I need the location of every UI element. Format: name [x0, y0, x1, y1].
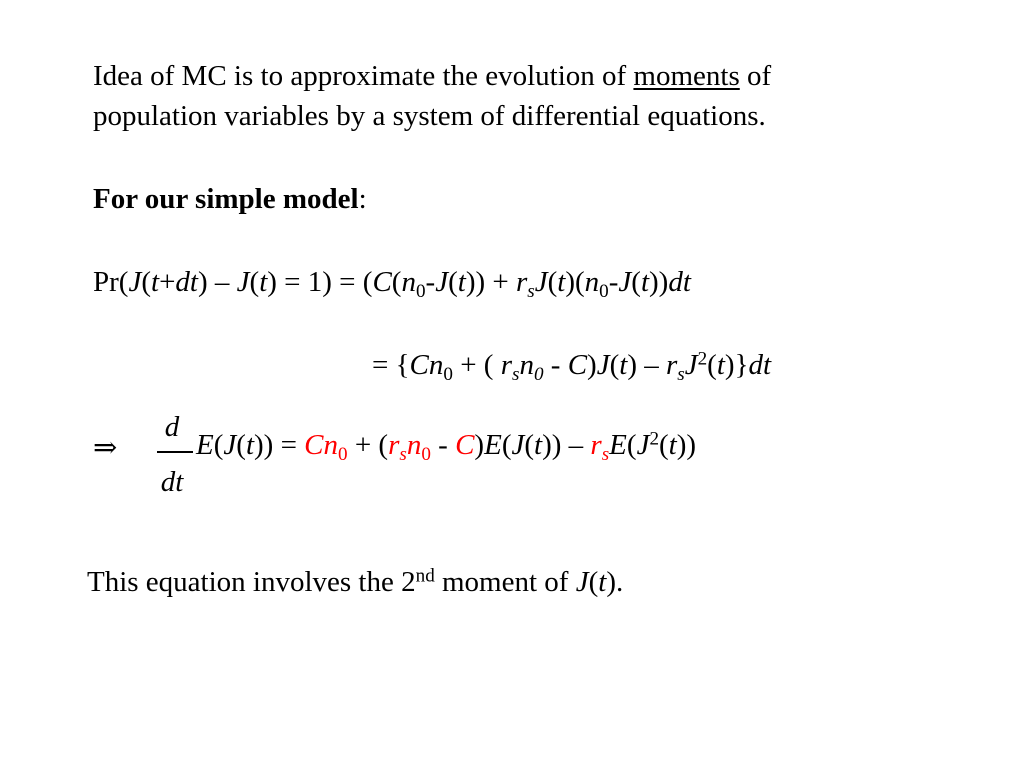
math-token: s	[399, 444, 407, 466]
math-token: s	[512, 364, 520, 386]
math-token: 0	[443, 364, 453, 386]
math-token: J	[511, 429, 525, 461]
math-token: nd	[415, 565, 435, 587]
math-token: dt	[668, 266, 691, 298]
conclusion-text	[87, 565, 624, 598]
math-token: dt	[175, 266, 198, 298]
math-token: t	[668, 429, 677, 461]
math-token: t	[151, 266, 160, 298]
math-token: J	[618, 266, 632, 298]
math-token: (	[631, 266, 641, 298]
math-token: n	[323, 429, 339, 461]
math-token: (	[141, 266, 151, 298]
math-token: (	[249, 266, 260, 298]
math-token: t	[598, 566, 607, 598]
equation-3	[196, 428, 697, 466]
intro-text-1: Idea of MC is to approximate the evolution of	[93, 60, 634, 92]
math-token: 0	[599, 281, 609, 303]
math-token: = {	[372, 349, 410, 381]
math-token: s	[601, 444, 610, 466]
fraction-denominator: dt	[160, 466, 184, 498]
math-token: J	[575, 566, 589, 598]
math-token: (	[524, 429, 535, 461]
math-token: r	[388, 429, 400, 461]
math-token: ) = 1) = (	[267, 266, 373, 298]
math-token: -	[430, 429, 456, 461]
math-token: + (	[452, 349, 501, 381]
heading-bold: For our simple model	[93, 183, 359, 215]
math-token: t	[619, 349, 628, 381]
moments-link: moments	[633, 60, 740, 92]
fraction-numerator: d	[164, 411, 180, 443]
math-token: s	[677, 364, 685, 386]
math-token: ).	[606, 566, 624, 598]
intro-text-1b: of	[739, 60, 772, 92]
math-token: n	[401, 266, 416, 298]
math-token: n	[584, 266, 600, 298]
math-token: + (	[347, 429, 389, 461]
math-token: J	[684, 349, 698, 381]
math-token: C	[455, 429, 475, 461]
math-token: t	[557, 266, 566, 298]
math-token: (	[448, 266, 458, 298]
math-token: s	[527, 281, 535, 303]
math-token: J	[435, 266, 449, 298]
math-token: (	[213, 429, 224, 461]
math-token: 2	[649, 428, 659, 450]
math-token: -	[608, 266, 619, 298]
math-token: E	[609, 429, 627, 461]
intro-line-2: population variables by a system of differential equations.	[93, 100, 766, 132]
math-token: )}	[724, 349, 749, 381]
math-token: This equation involves the 2	[87, 566, 416, 598]
math-token: )) –	[542, 429, 591, 461]
equation-2	[372, 348, 772, 386]
math-token: )) =	[254, 429, 305, 461]
math-token: 0	[533, 364, 544, 386]
equation-1	[93, 266, 691, 303]
math-token: r	[500, 349, 512, 381]
math-token: (	[547, 266, 558, 298]
math-token: t	[716, 349, 725, 381]
math-token: J	[236, 266, 250, 298]
math-token: dt	[748, 349, 772, 381]
math-token: (	[236, 429, 246, 461]
math-token: (	[588, 566, 599, 598]
math-token: -	[543, 349, 568, 381]
math-token: 0	[338, 444, 348, 466]
math-token: ) –	[627, 349, 666, 381]
math-token: J	[534, 266, 548, 298]
math-token: n	[519, 349, 534, 381]
math-token: (	[609, 349, 620, 381]
math-token: J	[596, 349, 610, 381]
math-token: -	[425, 266, 436, 298]
math-token: ))	[649, 266, 669, 298]
math-token: J	[636, 429, 650, 461]
math-token: 0	[415, 281, 426, 303]
math-token: C	[409, 349, 429, 381]
math-token: 2	[697, 348, 708, 370]
math-token: ) –	[197, 266, 237, 298]
section-heading	[93, 185, 367, 214]
heading-colon: :	[358, 183, 367, 215]
math-token: )(	[565, 266, 585, 298]
math-token: C	[304, 429, 324, 461]
math-token: J	[223, 429, 237, 461]
math-token: (	[501, 429, 512, 461]
math-token: ))	[676, 429, 697, 461]
math-token: t	[259, 266, 268, 298]
math-token: E	[196, 429, 214, 461]
math-token: t	[640, 266, 650, 298]
math-token: (	[659, 429, 669, 461]
math-token: )	[474, 429, 485, 461]
math-token: 0	[421, 444, 431, 466]
math-token: Pr(	[93, 266, 129, 298]
implies-arrow: ⇒	[93, 432, 118, 464]
intro-line-1	[93, 62, 771, 91]
fraction-bar	[157, 451, 193, 453]
math-token: t	[245, 429, 254, 461]
math-token: E	[484, 429, 502, 461]
math-token: C	[567, 349, 588, 381]
math-token: )) +	[465, 266, 516, 298]
math-token: r	[590, 429, 602, 461]
math-token: n	[428, 349, 444, 381]
math-token: (	[391, 266, 402, 298]
math-token: t	[457, 266, 466, 298]
math-token: C	[372, 266, 392, 298]
math-token: r	[665, 349, 678, 381]
math-token: r	[515, 266, 528, 298]
math-token: +	[159, 266, 176, 298]
math-token: J	[128, 266, 142, 298]
math-token: (	[626, 429, 637, 461]
math-token: n	[406, 429, 422, 461]
math-token: )	[587, 349, 597, 381]
math-token: (	[707, 349, 717, 381]
math-token: t	[534, 429, 543, 461]
math-token: moment of	[434, 566, 576, 598]
